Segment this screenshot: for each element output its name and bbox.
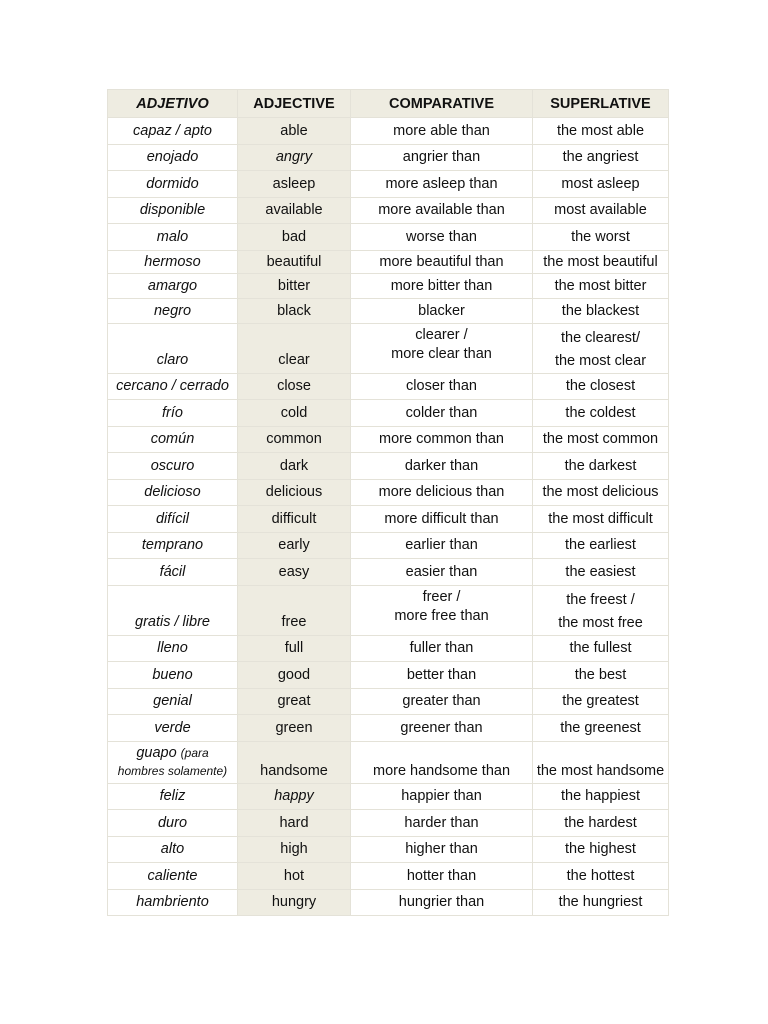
adjective-cell: high [238, 836, 351, 863]
comparative-cell: earlier than [351, 532, 533, 559]
spanish-cell: caliente [108, 863, 238, 890]
adjective-cell: delicious [238, 479, 351, 506]
adjective-cell: great [238, 688, 351, 715]
adjective-cell: difficult [238, 506, 351, 533]
comparative-cell: more bitter than [351, 273, 533, 298]
comparative-cell: more asleep than [351, 171, 533, 198]
comparative-cell: blacker [351, 298, 533, 323]
spanish-cell: frío [108, 400, 238, 427]
superlative-cell: the earliest [533, 532, 669, 559]
superlative-cell [533, 323, 669, 373]
adjective-cell: free [238, 585, 351, 635]
spanish-cell: bueno [108, 662, 238, 689]
comparative-cell: worse than [351, 224, 533, 251]
table-row [108, 688, 669, 715]
table-row [108, 453, 669, 480]
spanish-cell: claro [108, 323, 238, 373]
adjective-cell: able [238, 118, 351, 145]
spanish-cell: oscuro [108, 453, 238, 480]
comparative-cell: easier than [351, 559, 533, 586]
spanish-cell: duro [108, 810, 238, 837]
spanish-cell: verde [108, 715, 238, 742]
header-row [108, 90, 669, 118]
comparative-line-1: freer / [422, 588, 461, 605]
spanish-cell: amargo [108, 273, 238, 298]
table-row [108, 479, 669, 506]
superlative-cell: the most beautiful [533, 250, 669, 273]
superlative-cell: the highest [533, 836, 669, 863]
comparative-cell: darker than [351, 453, 533, 480]
adjective-cell: full [238, 635, 351, 662]
adjective-cell: hard [238, 810, 351, 837]
comparative-cell: more common than [351, 426, 533, 453]
header-comparative: COMPARATIVE [351, 90, 533, 118]
superlative-cell: the most bitter [533, 273, 669, 298]
superlative-cell: most available [533, 197, 669, 224]
spanish-note: (para [180, 746, 209, 760]
spanish-cell [108, 741, 238, 783]
adjective-cell: easy [238, 559, 351, 586]
spanish-cell: genial [108, 688, 238, 715]
spanish-cell: malo [108, 224, 238, 251]
adjective-cell: green [238, 715, 351, 742]
spanish-cell: temprano [108, 532, 238, 559]
superlative-line-1: the clearest/ [561, 329, 640, 346]
spanish-cell: negro [108, 298, 238, 323]
superlative-cell: the best [533, 662, 669, 689]
spanish-cell: hambriento [108, 889, 238, 916]
superlative-cell: the most difficult [533, 506, 669, 533]
comparative-cell [351, 323, 533, 373]
table-row [108, 863, 669, 890]
superlative-cell: the most delicious [533, 479, 669, 506]
superlative-cell: the greatest [533, 688, 669, 715]
adjective-cell: handsome [238, 741, 351, 783]
table-row [108, 298, 669, 323]
comparative-line-2: more free than [394, 607, 489, 624]
adjective-cell: clear [238, 323, 351, 373]
adjective-cell: asleep [238, 171, 351, 198]
comparative-cell: more beautiful than [351, 250, 533, 273]
table-row [108, 273, 669, 298]
spanish-cell: común [108, 426, 238, 453]
table-row [108, 741, 669, 783]
adjective-cell: black [238, 298, 351, 323]
adjective-cell: dark [238, 453, 351, 480]
header-adjective: ADJECTIVE [238, 90, 351, 118]
adjective-cell: happy [238, 783, 351, 810]
adjective-cell: common [238, 426, 351, 453]
table-row [108, 532, 669, 559]
table-row [108, 810, 669, 837]
superlative-cell: the angriest [533, 144, 669, 171]
table-row [108, 224, 669, 251]
superlative-cell: the most able [533, 118, 669, 145]
comparative-cell: higher than [351, 836, 533, 863]
adjective-cell: available [238, 197, 351, 224]
superlative-cell: the coldest [533, 400, 669, 427]
comparative-cell: more available than [351, 197, 533, 224]
superlative-cell: the hardest [533, 810, 669, 837]
comparative-cell: greener than [351, 715, 533, 742]
superlative-cell: most asleep [533, 171, 669, 198]
table-row [108, 144, 669, 171]
comparative-cell: closer than [351, 373, 533, 400]
comparative-cell: fuller than [351, 635, 533, 662]
comparative-cell: hungrier than [351, 889, 533, 916]
spanish-cell: disponible [108, 197, 238, 224]
table-row [108, 559, 669, 586]
spanish-cell: gratis / libre [108, 585, 238, 635]
table-row [108, 635, 669, 662]
superlative-line-1: the freest / [566, 591, 635, 608]
comparative-cell: angrier than [351, 144, 533, 171]
comparative-cell: more difficult than [351, 506, 533, 533]
adjective-cell: good [238, 662, 351, 689]
spanish-cell: hermoso [108, 250, 238, 273]
comparative-cell: more delicious than [351, 479, 533, 506]
superlative-cell: the hottest [533, 863, 669, 890]
superlative-cell: the easiest [533, 559, 669, 586]
comparative-cell: harder than [351, 810, 533, 837]
adjective-cell: angry [238, 144, 351, 171]
adjective-cell: hungry [238, 889, 351, 916]
spanish-word: guapo [136, 745, 177, 761]
table-row [108, 171, 669, 198]
adjectives-table [107, 89, 669, 916]
adjective-cell: beautiful [238, 250, 351, 273]
table-row [108, 118, 669, 145]
superlative-cell: the hungriest [533, 889, 669, 916]
spanish-note-line-2: hombres solamente) [117, 764, 228, 778]
table-row [108, 836, 669, 863]
spanish-cell: enojado [108, 144, 238, 171]
table-row [108, 400, 669, 427]
superlative-line-2: the most clear [554, 352, 647, 369]
superlative-cell: the closest [533, 373, 669, 400]
spanish-cell: dormido [108, 171, 238, 198]
superlative-cell: the worst [533, 224, 669, 251]
spanish-cell: difícil [108, 506, 238, 533]
header-superlative: SUPERLATIVE [533, 90, 669, 118]
adjective-cell: bitter [238, 273, 351, 298]
comparative-cell [351, 585, 533, 635]
adjective-cell: early [238, 532, 351, 559]
adjective-cell: bad [238, 224, 351, 251]
comparative-line-2: more clear than [391, 345, 492, 362]
table-row [108, 585, 669, 635]
table-row [108, 323, 669, 373]
spanish-cell: feliz [108, 783, 238, 810]
superlative-cell: the greenest [533, 715, 669, 742]
table-row [108, 373, 669, 400]
superlative-cell: the most handsome [533, 741, 669, 783]
header-adjetivo: ADJETIVO [108, 90, 238, 118]
table-row [108, 783, 669, 810]
superlative-line-2: the most free [558, 614, 643, 631]
spanish-cell: lleno [108, 635, 238, 662]
comparative-cell: colder than [351, 400, 533, 427]
comparative-line-1: clearer / [415, 326, 468, 343]
superlative-cell: the most common [533, 426, 669, 453]
table-row [108, 662, 669, 689]
spanish-cell: cercano / cerrado [108, 373, 238, 400]
spanish-cell: delicioso [108, 479, 238, 506]
spanish-cell: capaz / apto [108, 118, 238, 145]
adjective-cell: hot [238, 863, 351, 890]
table-row [108, 715, 669, 742]
comparative-cell: hotter than [351, 863, 533, 890]
comparative-cell: better than [351, 662, 533, 689]
superlative-cell [533, 585, 669, 635]
superlative-cell: the fullest [533, 635, 669, 662]
table-row [108, 250, 669, 273]
spanish-cell: fácil [108, 559, 238, 586]
spanish-cell: alto [108, 836, 238, 863]
comparative-cell: greater than [351, 688, 533, 715]
table-row [108, 506, 669, 533]
comparative-cell: more handsome than [351, 741, 533, 783]
adjective-cell: cold [238, 400, 351, 427]
comparative-cell: more able than [351, 118, 533, 145]
table-row [108, 426, 669, 453]
superlative-cell: the darkest [533, 453, 669, 480]
comparative-cell: happier than [351, 783, 533, 810]
table-row [108, 197, 669, 224]
adjective-cell: close [238, 373, 351, 400]
superlative-cell: the happiest [533, 783, 669, 810]
table-row [108, 889, 669, 916]
superlative-cell: the blackest [533, 298, 669, 323]
